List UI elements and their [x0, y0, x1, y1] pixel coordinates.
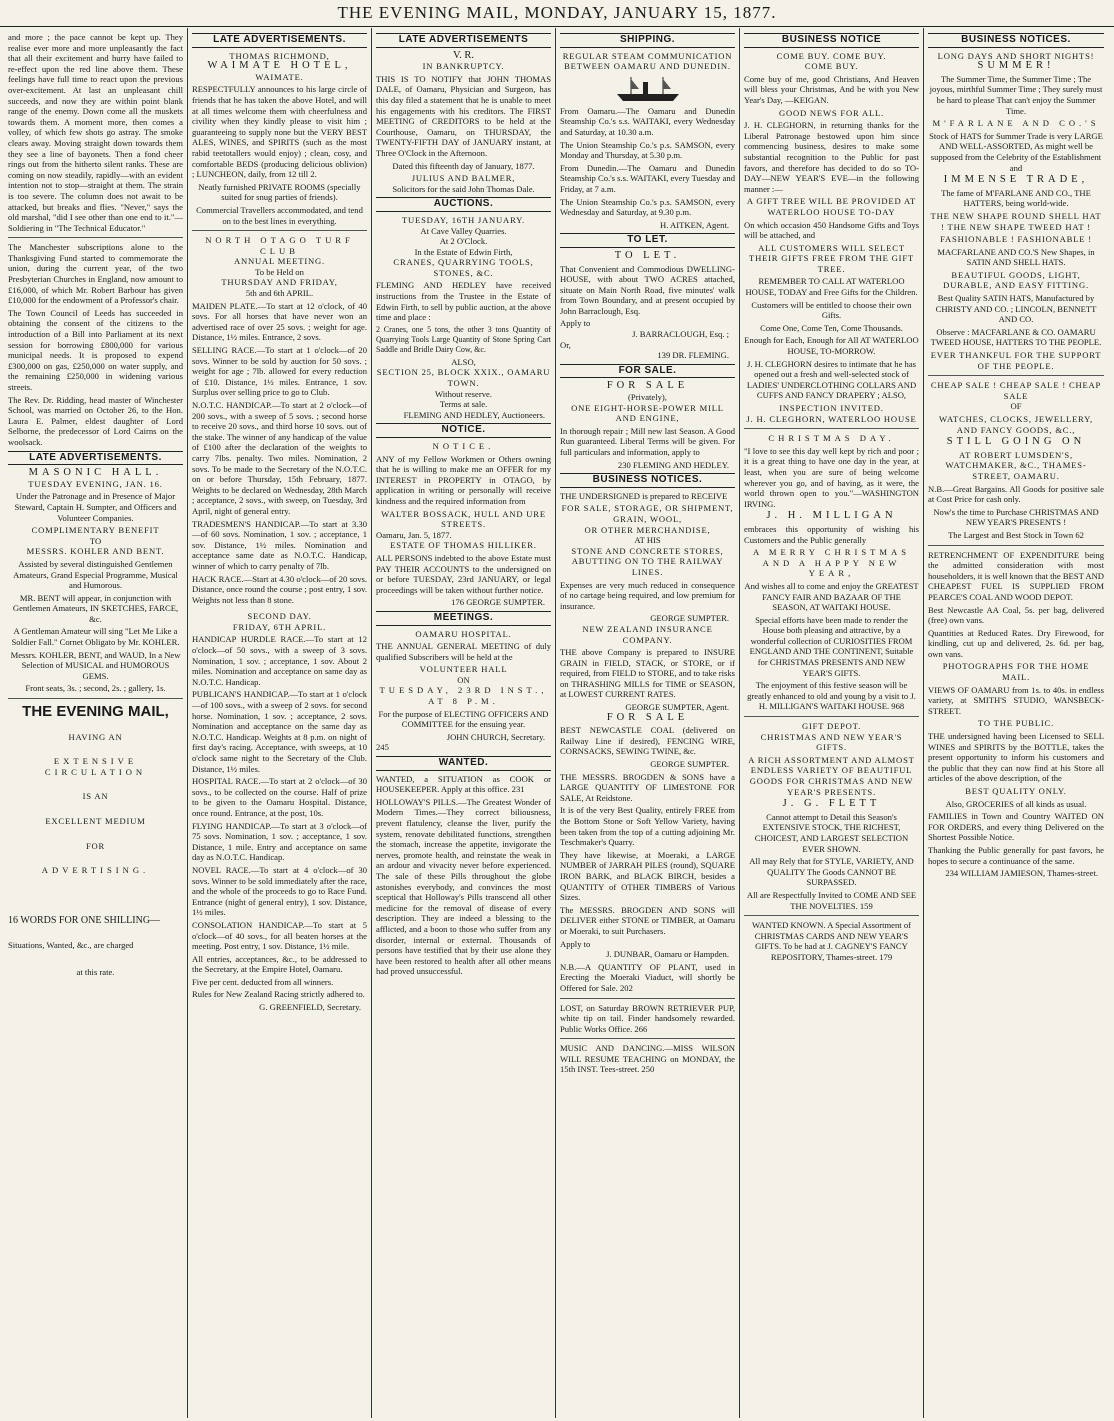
ad-text: SECTION 25, BLOCK XXIX., OAMARU TOWN.: [376, 367, 551, 389]
signature: H. AITKEN, Agent.: [660, 219, 729, 230]
ad-text: REMEMBER TO CALL AT WATERLOO HOUSE, TODAY and Free Gifts for the Children.: [745, 276, 918, 298]
ad-text: A MERRY CHRISTMAS AND A HAPPY NEW YEAR,: [753, 547, 910, 579]
ad-text: Neatly furnished PRIVATE ROOMS (specially suited for snug parties of friends).: [198, 181, 361, 203]
ad-title: COME BUY. COME BUY.: [776, 50, 887, 61]
section-heading: WANTED.: [376, 756, 551, 771]
ad-text: IS AN: [82, 791, 109, 802]
ad-text: THIS IS TO NOTIFY that JOHN THOMAS DALE, of Oamaru, Physician and Surgeon, has this day filed a statement that he is unable to meet his engagements with his creditors. The FIRST MEETING of CREDITORS to be held at the Courthouse, Oamaru, on THURSDAY, the TWENTY-FIFTH DAY of JANUARY instant, at Three O'Clock in the Afternoon.: [376, 73, 551, 158]
ad-text: ALSO,: [451, 356, 476, 367]
ad-text: AT ROBERT LUMSDEN'S, WATCHMAKER, &C., THAMES-STREET, OAMARU.: [945, 449, 1087, 481]
ad-text: VIEWS OF OAMARU from 1s. to 40s. in endless variety, at SMITH'S STUDIO, WANSBECK-STREET.: [928, 684, 1104, 716]
ad-text: Or,: [560, 339, 571, 350]
ad-text: Special efforts have been made to render the House both pleasing and attractive, by a wonderful collection of CURIOSITIES FROM ENGLAND AND THE CONTINENT, Suitable for CHRISTMAS PRESENTS AND NEW YEAR'S GIFTS.: [749, 614, 914, 678]
signature: GEORGE SUMPTER, Agent.: [625, 702, 729, 713]
ad-title: FASHIONABLE ! FASHIONABLE !: [940, 234, 1092, 245]
ad-text: Cannot attempt to Detail this Season's EXTENSIVE STOCK, THE RICHEST, CHOICEST, AND LARGEST SELECTION EVER SHOWN.: [754, 811, 909, 854]
ad-title: THOMAS RICHMOND,: [229, 50, 330, 61]
ad-text: THE UNDERSIGNED is prepared to RECEIVE: [560, 490, 728, 501]
ad-text: WAIMATE.: [255, 71, 304, 82]
ad-text: Also, GROCERIES of all kinds as usual.: [945, 798, 1087, 809]
race-item: MAIDEN PLATE.—To start at 12 o'clock, of 40 sovs. For all horses that have never won an advertised race of over 25 sovs. ; weight for age. Distance, 1½ miles. Entrance, 2 sovs.: [192, 300, 367, 343]
ad-title: ANNUAL MEETING.: [234, 256, 325, 267]
ad-text: 16 WORDS FOR ONE SHILLING—: [8, 914, 161, 926]
ad-text: J. H. CLEGHORN desires to intimate that he has opened out a fresh and well-selected stock of LADIES' UNDERCLOTHING COLLARS AND CUFFS AND FANCY DRAPERY ; ALSO,: [746, 358, 917, 401]
ad-text: THE NEW SHAPE ROUND SHELL HAT ! THE NEW SHAPE TWEED HAT !: [930, 210, 1102, 232]
ad-text: From Oamaru.—The Oamaru and Dunedin Steamship Co.'s s.s. WAITAKI, every Wednesday and Saturday, at 10.30 a.m.: [560, 105, 735, 137]
ad-text: 5th and 6th APRIL.: [245, 288, 314, 299]
ad-text: Dated this fifteenth day of January, 1877.: [392, 160, 535, 171]
ad-text: HOLLOWAY'S PILLS.—The Greatest Wonder of Modern Times.—They correct biliousness, prevent flatulency, cleanse the liver, purify the system, renovate debilitated functions, strengthen the stomach, increase the appetite, invigorate the nerves, promote health, and reinstate the weak in an ardour and vivacity never before experienced. The sale of these Pills throughout the globe astonishes everybody, and convinces the most sceptical that Holloway's Pills transcend all other medicine for the removal of disease of every description. They are indeed a blessing to the afflicted, and a boon to those who suffer from any disorder, internal or external. Thousands of persons have testified that by their use alone they have been restored to health after all other means had proved unsuccessful.: [376, 796, 551, 977]
column-6: [924, 28, 1108, 1418]
section-heading: FOR SALE.: [560, 364, 735, 379]
ad-title: REGULAR STEAM COMMUNICATION BETWEEN OAMARU AND DUNEDIN.: [562, 50, 733, 72]
ad-number: 245: [376, 742, 389, 753]
signature: 230 FLEMING AND HEDLEY.: [617, 459, 729, 470]
ad-text: To be Held on: [255, 266, 304, 277]
ad-text: Come One, Come Ten, Come Thousands.: [760, 322, 903, 333]
column-3: [372, 28, 556, 1418]
ad-text: And wishes all to come and enjoy the GREATEST FANCY FAIR AND BAZAAR OF THE SEASON, AT WAITAKI HOUSE.: [744, 580, 919, 613]
ad-text: All are Respectfully Invited to COME AND SEE THE NOVELTIES. 159: [746, 889, 917, 911]
ad-text: THE MESSRS. BROGDEN & SONS have a LARGE QUANTITY OF LIMESTONE FOR SALE, At Reidstone.: [560, 771, 735, 803]
ad-text: For the purpose of ELECTING OFFICERS AND COMMITTEE for the ensuing year.: [378, 708, 549, 730]
ad-text: Rules for New Zealand Racing strictly adhered to.: [192, 989, 365, 1000]
ad-text: JULIUS AND BALMER,: [411, 173, 516, 184]
ad-title: PHOTOGRAPHS FOR THE HOME MAIL.: [942, 661, 1090, 683]
ad-text: They have likewise, at Moeraki, a LARGE NUMBER of JARRAH PILES (round), SQUARE IRON BARK, and BLACK BIRCH, besides a QUANTITY of OTHER TIMBERS of Various Sizes.: [560, 849, 735, 903]
ad-title: CHRISTMAS AND NEW YEAR'S GIFTS.: [760, 731, 903, 753]
signature: J. DUNBAR, Oamaru or Hampden.: [606, 949, 729, 960]
ad-text: ON: [457, 674, 470, 685]
ad-text: FLEMING AND HEDLEY have received instructions from the Trustee in the Estate of Edwin Firth, to sell by public auction, at the above time and place :: [376, 280, 551, 323]
ad-text: Solicitors for the said John Thomas Dale.: [392, 183, 535, 194]
ad-text: FOR SALE, STORAGE, OR SHIPMENT, GRAIN, WOOL,: [561, 503, 734, 524]
ad-text: WANTED, a SITUATION as COOK or HOUSEKEEPER. Apply at this office. 231: [376, 773, 551, 795]
ad-text: The Union Steamship Co.'s p.s. SAMSON, every Monday and Thursday, at 5.30 p.m.: [560, 139, 735, 161]
ad-text: In the Estate of Edwin Firth,: [414, 246, 513, 257]
ad-text: Apply to: [560, 318, 591, 329]
signature: GEORGE SUMPTER.: [650, 759, 729, 770]
ad-text: Front seats, 3s. ; second, 2s. ; gallery, 1s.: [25, 683, 166, 694]
ad-text: RETRENCHMENT OF EXPENDITURE being the admitted consideration with most householders, it is well known that the BEST AND CHEAPEST FUEL IS SUPPLIED FROM PEARCE'S COAL AND WOOD DEPOT.: [928, 549, 1104, 602]
ad-text: Best Newcastle AA Coal, 5s. per bag, delivered (free) own vans.: [928, 604, 1104, 626]
ad-text: MR. BENT will appear, in conjunction with Gentlemen Amateurs, IN SKETCHES, FARCE, &c.: [12, 592, 179, 624]
signature: GEORGE SUMPTER.: [650, 613, 729, 624]
ad-text: EXCELLENT MEDIUM: [45, 816, 146, 826]
ad-text: ALL CUSTOMERS WILL SELECT THEIR GIFTS FREE FROM THE GIFT TREE.: [749, 242, 914, 274]
ad-text: N.B.—Great Bargains. All Goods for positive sale at Cost Price for cash only.: [928, 483, 1104, 505]
signature: JOHN CHURCH, Secretary.: [446, 731, 545, 742]
signature: 234 WILLIAM JAMIESON, Thames-street.: [945, 868, 1098, 879]
ad-text: BEAUTIFUL GOODS, LIGHT, DURABLE, AND EASY FITTING.: [943, 269, 1089, 291]
ad-text: The Summer Time, the Summer Time ; The joyous, mirthful Summer Time ; They surely must be hard to please That can't enjoy the Summer Time.: [929, 73, 1103, 116]
article-text: The Town Council of Leeds has succeeded in obtaining the consent of the citizens to the introduction of a Bill into Parliament at its next session for borrowing £800,000 for various municipal needs. It is proposed to expend £300,000 on gas, £250,000 on water supply, and the remaining £250,000 in widening various streets.: [8, 307, 183, 392]
ad-title: SECOND DAY.: [247, 611, 312, 622]
section-heading: LATE ADVERTISEMENTS: [376, 33, 551, 48]
ad-text: Come buy of me, good Christians, And Heaven will bless your Christmas, And be with you New Year's Day, —KEIGAN.: [744, 73, 919, 105]
section-heading: BUSINESS NOTICE: [744, 33, 919, 48]
ad-text: Enough for Each, Enough for All AT WATERLOO HOUSE, TO-MORROW.: [744, 335, 919, 357]
ad-text: The enjoyment of this festive season will be greatly enhanced to old and young by a visit to J. H. MILLIGAN'S WAITAKI HOUSE. 968: [747, 680, 916, 712]
ad-title: TO THE PUBLIC.: [977, 718, 1055, 729]
ad-text: From Dunedin.—The Oamaru and Dunedin Steamship Co.'s s.s. WAITAKI, every Tuesday and Friday, at 7 a.m.: [560, 162, 735, 194]
ad-text: EXTENSIVE CIRCULATION: [44, 756, 147, 777]
ad-text: ADVERTISING.: [41, 865, 150, 876]
ad-text: STONE AND CONCRETE STORES, ABUTTING ON TO THE RAILWAY LINES.: [571, 545, 724, 577]
section-heading: BUSINESS NOTICES.: [928, 33, 1104, 48]
signature: 139 DR. FLEMING.: [657, 350, 729, 361]
ad-text: OF: [1010, 401, 1022, 412]
ad-text: Apply to: [560, 938, 591, 949]
ad-text: In thorough repair ; Mill new last Season. A Good Run guaranteed. Liberal Terms will be given. For full particulars and information, apply to: [560, 425, 735, 457]
article-text: and more ; the pace cannot be kept up. They realise ever more and more unpleasantly the fact that all their excitement and hurry have failed to re-effect upon the red line above them. These feelings have full time to react upon the previous over-excitement. At last an unpleasant chill succeeds, and now they are within point blank range of the enemy. Down come all the muskets towards them. A moment more, then comes a volley, of which few shots go astray. The smoke clears away. Moving straight down towards them they see a line of bayonets. Then a fond cheer rings out from the hitherto silent ranks. These are coming on now steadily, rapidly—with an evident intention not to stop—straight at them. The strain is too severe. The column does not await to be attacked, but breaks and flies. "Never," says the old marshal, "did I see other than one end to it."—Soldiering in "The Technical Educator.": [8, 32, 183, 233]
article-text: The Rev. Dr. Ridding, head master of Winchester School, was married on October 26, to the Hon. Laura E. Palmer, eldest daughter of Lord Selborne, the predecessor of Lord Cairns on the woolsack.: [8, 394, 183, 447]
ad-title: FOR SALE: [606, 711, 689, 723]
ad-text: WATCHES, CLOCKS, JEWELLERY, AND FANCY GOODS, &C.,: [939, 414, 1093, 435]
ad-text: Now's the time to Purchase CHRISTMAS AND NEW YEAR'S PRESENTS !: [933, 506, 1099, 528]
ad-title: COMPLIMENTARY BENEFIT: [31, 525, 160, 536]
ad-text: At 2 O'Clock.: [439, 236, 488, 247]
section-heading: BUSINESS NOTICES.: [560, 473, 735, 488]
ad-text: A GIFT TREE WILL BE PROVIDED AT WATERLOO HOUSE TO-DAY: [746, 196, 917, 217]
ad-text: J. H. CLEGHORN, in returning thanks for the Liberal Patronage bestowed upon him since commencing business, desires to make some substantial recognition to the Public for past favors, and therefore has decided to do so TO-DAY—NEW YEAR'S EVE—in the following manner :—: [744, 120, 919, 194]
ad-text: WANTED KNOWN. A Special Assortment of CHRISTMAS CARDS AND NEW YEAR'S GIFTS. To be had at J. CAGNEY'S FANCY REPOSITORY, Thames-street. 179: [752, 920, 911, 962]
ad-title: CRANES, QUARRYING TOOLS, STONES, &C.: [393, 257, 534, 278]
ad-text: Expenses are very much reduced in consequence of no cartage being required, and low premium for insurance.: [560, 579, 735, 611]
ad-title: ESTATE OF THOMAS HILLIKER.: [390, 540, 537, 551]
ad-text: All entries, acceptances, &c., to be addressed to the Secretary, at the Empire Hotel, Oamaru.: [192, 953, 367, 975]
ad-title: SUMMER!: [977, 60, 1055, 72]
ad-title: IMMENSE TRADE,: [943, 174, 1089, 186]
ad-text: 2 Cranes, one 5 tons, the other 3 tons Quantity of Quarrying Tools Large Quantity of Stone Spring Cart Saddle and Bridle Dairy Cow, &c.: [376, 324, 551, 354]
ad-text: WALTER BOSSACK, HULL AND URE STREETS.: [381, 508, 546, 530]
ad-text: The fame of M'FARLANE AND CO., THE HATTERS, being world-wide.: [941, 187, 1091, 209]
ad-title: CHEAP SALE ! CHEAP SALE ! CHEAP SALE: [930, 380, 1102, 401]
race-item: HANDICAP HURDLE RACE.—To start at 12 o'clock—of 50 sovs., with a sweep of 3 sovs. Nomination, 1 sov. ; acceptance, 1 sov. About 2 miles. Nomination and acceptance on same day as N.O.T.C. Handicap.: [192, 634, 367, 687]
ad-text: A RICH ASSORTMENT AND ALMOST ENDLESS VARIETY OF BEAUTIFUL GOODS FOR CHRISTMAS AND NEW YEAR'S PRESENTS.: [748, 754, 915, 797]
ad-title: MASONIC HALL.: [28, 467, 163, 479]
ad-text: VOLUNTEER HALL: [419, 664, 508, 675]
ad-text: BEST NEWCASTLE COAL (delivered on Railway Line if desired), FENCING WIRE, CORNSACKS, SEWING TWINE, &c.: [560, 725, 735, 757]
race-item: TRADESMEN'S HANDICAP.—To start at 3.30—of 60 sovs. Nomination, 1 sov. ; acceptance, 1 sov. Distance, 1½ miles. Nomination and acceptance same date as N.O.T.C. Handicap, winner of which to carry penalty of 7lb.: [192, 518, 367, 571]
ad-title: BEST QUALITY ONLY.: [965, 786, 1067, 796]
ad-text: Five per cent. deducted from all winners.: [192, 976, 334, 987]
ad-text: MACFARLANE AND CO.'S New Shapes, in SATIN AND SHELL HATS.: [937, 246, 1095, 268]
ad-title: WAIMATE HOTEL,: [207, 60, 352, 72]
royal-arms: V. R.: [452, 49, 475, 61]
ad-text: FAMILIES in Town and Country WAITED ON FOR ORDERS, and every thing Delivered on the Shortest Possible Notice.: [928, 811, 1104, 843]
race-item: SELLING RACE.—To start at 1 o'clock—of 20 sovs. Winner to be sold by auction for 50 sovs. ; weight for age ; 7lb. allowed for every reduction of £10. Distance, 1½ miles. Entrance, 1 sov. Surplus over selling price to go to Club.: [192, 345, 367, 398]
race-item: PUBLICAN'S HANDICAP.—To start at 1 o'clock —of 100 sovs., with a sweep of 2 sovs. for second horse. Nomination, 1 sov. ; acceptance, 2 sovs. Nomination and acceptance on the same day as N.O.T.C. Handicap. Weights at 8 p.m. on night of first day's racing. Acceptance, with sweeps, at 10 o'clock same night to the Secretary of the Club. Distance, 1½ miles.: [192, 689, 367, 774]
ad-title: ONE EIGHT-HORSE-POWER MILL AND ENGINE,: [571, 402, 724, 424]
column-2: [188, 28, 372, 1418]
ad-text: THE undersigned having been Licensed to SELL WINES and SPIRITS by the BOTTLE, takes the present opportunity to inform his customers and the public that they can now find at his Store all articles of the above description, of the: [928, 731, 1104, 784]
ad-text: At Cave Valley Quarries.: [420, 225, 507, 236]
ad-text: FOR: [85, 840, 106, 851]
section-heading: SHIPPING.: [560, 33, 735, 48]
ad-title: J. G. FLETT: [782, 798, 881, 810]
ad-text: Situations, Wanted, &c., are charged: [8, 940, 134, 951]
ad-text: Thanking the Public generally for past favors, he hopes to secure a continuance of the same.: [928, 844, 1104, 866]
section-heading: AUCTIONS.: [376, 197, 551, 212]
ad-title: TUESDAY, 16TH JANUARY.: [402, 214, 525, 225]
race-item: HACK RACE.—Start at 4.30 o'clock—of 20 sovs. Distance, once round the course ; post entry, 1 sov. Weights not less than 8 stone.: [192, 573, 367, 605]
ad-text: OR OTHER MERCHANDISE,: [584, 524, 711, 535]
ad-text: RESPECTFULLY announces to his large circle of friends that he has taken the above Hotel, and will at all times welcome them with cheerfulness and civility when they kindly please to visit him ; guaranteeing to supply none but the VERY BEST ALES, WINES, and SPIRITS (such as the most rabid teetotallers would enjoy) ; clean, cosy, and comfortable BEDS (producing delicious oblivion) ; LUNCHEON, daily, from 12 till 2.: [192, 84, 367, 180]
ad-text: That Convenient and Commodious DWELLING-HOUSE, with about TWO ACRES attached, situate on Main North Road, five minutes' walk from Town Boundary, and at present occupied by John Barraclough, Esq.: [560, 263, 735, 316]
ad-text: Without reserve.: [435, 388, 492, 399]
article-text: The Manchester subscriptions alone to the Thanksgiving Fund started to commemorate the union, during the current year, of the two Presbyterian Churches in England, now amount to £16,000, of which Mr. Robert Barbour has given £10,000 for the endowment of a Professor's chair.: [8, 242, 183, 306]
ad-title: STILL GOING ON: [946, 436, 1086, 448]
ad-text: The Largest and Best Stock in Town 62: [948, 529, 1084, 540]
ad-date: TUESDAY EVENING, JAN. 16.: [28, 478, 163, 489]
column-5: [740, 28, 924, 1418]
ad-title: NORTH OTAGO TURF CLUB: [205, 235, 354, 256]
signature: G. GREENFIELD, Secretary.: [259, 1002, 361, 1013]
ad-text: Commercial Travellers accommodated, and tend on to the best lines in everything.: [196, 204, 363, 226]
race-item: CONSOLATION HANDICAP.—To start at 5 o'clock—of 40 sovs., for all beaten horses at the meeting. Post entry, 1 sov. Distance, 1½ mile.: [192, 919, 367, 952]
section-heading: LATE ADVERTISEMENTS.: [8, 451, 183, 466]
ad-title: M'FARLANE AND CO.'S: [932, 118, 1100, 129]
paper-title: THE EVENING MAIL,: [22, 703, 169, 721]
ad-title: GIFT DEPOT.: [801, 721, 862, 732]
ad-title: FRIDAY, 6TH APRIL.: [232, 621, 327, 632]
ad-title: J. H. MILLIGAN: [766, 510, 897, 522]
ad-text: The MESSRS. BROGDEN AND SONS will DELIVER either STONE or TIMBER, at Oamaru or Moeraki, to suit Purchasers.: [560, 904, 735, 936]
ad-text: LOST, on Saturday BROWN RETRIEVER PUP, white tip on tail. Finder handsomely rewarded. Public Works Office. 266: [560, 1002, 735, 1034]
ad-text: "I love to see this day well kept by rich and poor ; it is a great thing to have one day in the year, at least, when you are sure of being welcome wherever you go, and of having, as it were, the world thrown open to you."—WASHINGTON IRVING.: [744, 445, 919, 509]
ad-title: TO LET.: [614, 249, 681, 261]
column-4: [556, 28, 740, 1418]
ad-text: Quantities at Reduced Rates. Dry Firewood, for kindling, cut up and delivered, 2s. 6d. per bag, own vans.: [928, 627, 1104, 659]
ad-text: TUESDAY, 23RD INST., AT 8 P.M.: [379, 685, 548, 707]
ad-text: (Privately),: [628, 392, 667, 403]
race-item: HOSPITAL RACE.—To start at 2 o'clock—of 30 sovs., to be collected on the course. Half of prize to be given to the Oamaru Hospital. Distance, once round. Entrance, at the post, 10s.: [192, 776, 367, 818]
ad-text: It is of the very Best Quality, entirely FREE from the Bottom Stone or Soft Yellow Variety, having been taken from the top of a cutting adjoining Mr. Teschmaker's Quarry.: [560, 805, 735, 848]
ad-text: Observe : MACFARLANE & CO. OAMARU TWEED HOUSE, HATTERS TO THE PEOPLE.: [930, 326, 1102, 348]
ad-text: ALL PERSONS indebted to the above Estate must PAY THEIR ACCOUNTS to the undersigned on or before TUESDAY, 23rd JANUARY, or legal proceedings will be taken without further notice.: [376, 552, 551, 595]
ad-title: NOTICE.: [432, 441, 495, 451]
ad-text: MUSIC AND DANCING.—MISS WILSON WILL RESUME TEACHING on MONDAY, the 15th INST. Tees-street. 250: [560, 1043, 735, 1075]
ad-text: Oamaru, Jan. 5, 1877.: [376, 529, 452, 540]
ad-title: CHRISTMAS DAY.: [768, 433, 895, 444]
steamship-icon: [613, 74, 683, 104]
ad-text: Customers will be entitled to choose their own Gifts.: [751, 299, 912, 321]
ad-text: THE above Company is prepared to INSURE GRAIN in FIELD, STACK, or STORE, or if required, from FIELD to STORE, and to take risks on THRASHING MILLS for TIME or SEASON, at LOWEST CURRENT RATES.: [560, 647, 735, 700]
ad-text: Assisted by several distinguished Gentlemen Amateurs, Grand Especial Programme, Musical and Humorous.: [13, 558, 178, 591]
ad-text: INSPECTION INVITED.: [779, 403, 884, 413]
section-heading: MEETINGS.: [376, 611, 551, 626]
ad-title: GOOD NEWS FOR ALL.: [778, 107, 885, 118]
section-heading: TO LET.: [560, 233, 735, 248]
ad-title: MESSRS. KOHLER AND BENT.: [26, 546, 165, 557]
ad-text: AT HIS: [634, 535, 661, 546]
ad-text: J. BARRACLOUGH, Esq. ;: [632, 329, 729, 340]
ad-title: THURSDAY AND FRIDAY,: [221, 277, 338, 288]
race-item: NOVEL RACE.—To start at 4 o'clock—of 30 sovs. Winner to be sold immediately after the race, and the whole of the proceeds to go to Race Fund. Entrance (night of general entry), 1 sov. Distance, 1½ miles.: [192, 864, 367, 918]
ad-title: OAMARU HOSPITAL.: [415, 628, 512, 639]
ad-text: ANY of my Fellow Workmen or Others owning that he is willing to make me an OFFER for my INTEREST in PROPERTY in OTAGO, by application in writing or personally will receive kindness and the required information from: [376, 453, 551, 506]
race-item: N.O.T.C. HANDICAP.—To start at 2 o'clock—of 200 sovs., with a sweep of 5 sovs. ; second horse to receive 20 sovs., and third horse 10 sovs. out of the stake. The winner of any handicap of the value of £100 after the declaration of the weights to carry 7lbs. penalty. Two miles. Nomination, 2 sovs. To be made to the Secretary of the N.O.T.C. on or before Thursday, 15th February, 1877. Weights to be declared on Wednesday, 28th March ; acceptance, 2 sovs., with sweep, on Tuesday, 3rd April, night of general entry.: [192, 400, 367, 516]
ad-title: NEW ZEALAND INSURANCE COMPANY.: [582, 623, 713, 645]
ad-text: Under the Patronage and in Presence of Major Steward, Captain H. Sumpter, and Officers and Volunteer Companies.: [14, 491, 177, 523]
section-heading: LATE ADVERTISEMENTS.: [192, 33, 367, 48]
ad-text: TO: [89, 535, 102, 546]
ad-text: Stock of HATS for Summer Trade is very LARGE AND WELL-ASSORTED, As might well be supposed from the Celebrity of the Establishment and: [929, 130, 1103, 173]
ad-text: THE ANNUAL GENERAL MEETING of duly qualified Subscribers will be held at the: [376, 641, 551, 662]
signature: 176 GEORGE SUMPTER.: [451, 597, 545, 608]
ad-text: Terms at sale.: [439, 399, 488, 410]
ad-text: A Gentleman Amateur will sing "Let Me Like a Soldier Fall." Cornet Obligato by Mr. KOHLER.: [11, 626, 180, 648]
ad-text: N.B.—A QUANTITY OF PLANT, used in Erecting the Moeraki Viaduct, will shortly be Offered for Sale. 202: [560, 961, 735, 993]
race-item: FLYING HANDICAP.—To start at 3 o'clock—of 75 sovs. Nomination, 1 sov. ; acceptance, 1 sov. Distance, 1 mile. Entry and acceptance on same day as N.O.T.C. Handicap.: [192, 820, 367, 863]
ad-text: All may Rely that for STYLE, VARIETY, AND QUALITY The Goods CANNOT BE SURPASSED.: [749, 856, 914, 888]
ad-title: FOR SALE: [606, 380, 689, 392]
section-heading: NOTICE.: [376, 423, 551, 438]
column-1: [4, 28, 188, 1418]
ad-text: The Union Steamship Co.'s p.s. SAMSON, every Wednesday and Saturday, at 9.30 p.m.: [560, 196, 735, 218]
ad-text: EVER THANKFUL FOR THE SUPPORT OF THE PEOPLE.: [930, 350, 1102, 371]
ad-text: embraces this opportunity of wishing his Customers and the Public generally: [744, 523, 919, 545]
ad-text: HAVING AN: [68, 731, 123, 742]
ad-title: LONG DAYS AND SHORT NIGHTS!: [937, 50, 1095, 61]
signature: J. H. CLEGHORN, WATERLOO HOUSE: [746, 413, 917, 424]
ad-text: On which occasion 450 Handsome Gifts and Toys will be attached, and: [744, 219, 919, 241]
masthead: THE EVENING MAIL, MONDAY, JANUARY 15, 1877.: [0, 0, 1114, 27]
ad-text: Messrs. KOHLER, BENT, and WAUD, In a New Selection of MUSICAL and HUMOROUS GEMS.: [10, 649, 181, 681]
ad-title: COME BUY.: [804, 61, 859, 72]
ad-text: at this rate.: [76, 966, 115, 977]
signature: FLEMING AND HEDLEY, Auctioneers.: [403, 409, 545, 420]
ad-text: Best Quality SATIN HATS, Manufactured by CHRISTY AND CO. ; LINCOLN, BENNETT AND CO.: [935, 293, 1097, 325]
ad-title: IN BANKRUPTCY.: [422, 61, 505, 72]
